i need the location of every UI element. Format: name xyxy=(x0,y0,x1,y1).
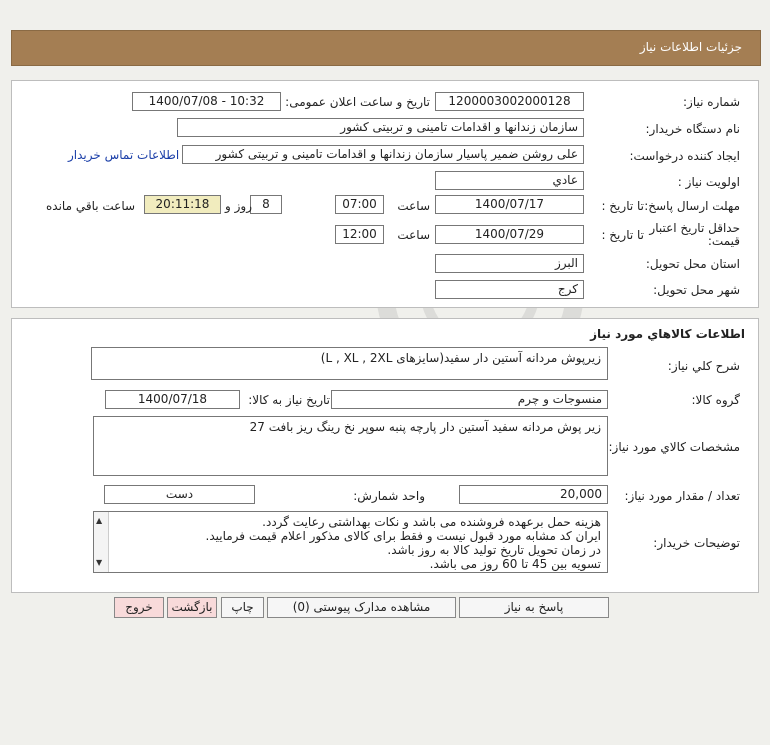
need-number-field: 1200003002000128 xyxy=(435,92,584,111)
qty-field: 20,000 xyxy=(459,485,608,504)
validity-time-label: ساعت xyxy=(397,228,430,242)
buyer-org-field: سازمان زندانها و اقدامات تامینی و تربیتی کشور xyxy=(177,118,584,137)
back-button[interactable]: بازگشت xyxy=(167,597,217,618)
unit-label: واحد شمارش: xyxy=(353,489,425,503)
province-field: البرز xyxy=(435,254,584,273)
buyer-org-label: نام دستگاه خریدار: xyxy=(645,122,740,136)
validity-label: حداقل تاریخ اعتبار قیمت: xyxy=(649,221,740,248)
group-label: گروه کالا: xyxy=(691,393,740,407)
notes-scrollbar[interactable] xyxy=(94,512,109,572)
days-field: 8 xyxy=(250,195,282,214)
notes-label: توضیحات خریدار: xyxy=(653,536,740,550)
notes-line: هزینه حمل برعهده فروشنده می باشد و نکات بهداشتی رعایت گردد. xyxy=(262,515,601,529)
scroll-down-icon[interactable]: ▼ xyxy=(96,558,103,567)
notes-field[interactable] xyxy=(93,511,608,573)
unit-field: دست xyxy=(104,485,255,504)
validity-date-field: 1400/07/29 xyxy=(435,225,584,244)
deadline-label: مهلت ارسال پاسخ: xyxy=(644,199,740,213)
priority-field: عادي xyxy=(435,171,584,190)
remaining-label: ساعت باقي مانده xyxy=(46,199,136,213)
city-label: شهر محل تحویل: xyxy=(653,283,740,297)
announce-field: 1400/07/08 - 10:32 xyxy=(132,92,281,111)
deadline-date-field: 1400/07/17 xyxy=(435,195,584,214)
print-button[interactable]: چاپ xyxy=(221,597,264,618)
attachments-button[interactable]: مشاهده مدارک پیوستی (0) xyxy=(267,597,456,618)
province-label: استان محل تحویل: xyxy=(645,257,740,271)
specs-label: مشخصات کالاي مورد نیاز: xyxy=(608,440,740,454)
need-number-label: شماره نیاز: xyxy=(683,95,740,109)
buyer-contact-link[interactable]: اطلاعات تماس خریدار xyxy=(68,148,180,162)
group-field: منسوجات و چرم xyxy=(331,390,608,409)
announce-label: تاریخ و ساعت اعلان عمومی: xyxy=(285,95,430,109)
validity-time-field: 12:00 xyxy=(335,225,384,244)
specs-field: زیر پوش مردانه سفید آستین دار پارچه پنبه سوپر نخ رینگ ریز بافت 27 xyxy=(93,416,608,476)
notes-line: ایران کد مشابه مورد قبول نیست و فقط برای کالای مذکور اعلام قیمت فرمایید. xyxy=(205,529,601,543)
notes-line: تسویه بین 45 تا 60 روز می باشد. xyxy=(429,557,601,571)
scroll-up-icon[interactable]: ▲ xyxy=(96,516,103,525)
priority-label: اولویت نیاز : xyxy=(677,175,740,189)
deadline-time-field: 07:00 xyxy=(335,195,384,214)
reply-button[interactable]: پاسخ به نیاز xyxy=(459,597,609,618)
summary-field: زیرپوش مردانه آستین دار سفید(سایزهای L , XL , 2XL) xyxy=(91,347,608,380)
exit-button[interactable]: خروج xyxy=(114,597,164,618)
summary-label: شرح کلي نیاز: xyxy=(667,359,740,373)
need-details-panel xyxy=(11,80,759,308)
page-header xyxy=(11,30,761,66)
days-label: روز و xyxy=(225,199,252,213)
qty-label: تعداد / مقدار مورد نیاز: xyxy=(624,489,740,503)
remaining-time-field: 20:11:18 xyxy=(144,195,221,214)
validity-to-label: تا تاریخ : xyxy=(601,228,644,242)
creator-field: علی روشن ضمیر پاسیار سازمان زندانها و اقدامات تامینی و تربیتی کشور xyxy=(182,145,584,164)
goods-section-title: اطلاعات کالاهاي مورد نیاز xyxy=(590,327,745,341)
need-date-field: 1400/07/18 xyxy=(105,390,240,409)
deadline-time-label: ساعت xyxy=(397,199,430,213)
need-date-label: تاریخ نیاز به کالا: xyxy=(248,393,330,407)
creator-label: ایجاد کننده درخواست: xyxy=(629,149,740,163)
notes-line: در زمان تحویل تاریخ تولید کالا به روز باشد. xyxy=(387,543,601,557)
page-title: جزئیات اطلاعات نیاز xyxy=(639,40,742,54)
city-field: کرج xyxy=(435,280,584,299)
deadline-to-label: تا تاریخ : xyxy=(601,199,644,213)
